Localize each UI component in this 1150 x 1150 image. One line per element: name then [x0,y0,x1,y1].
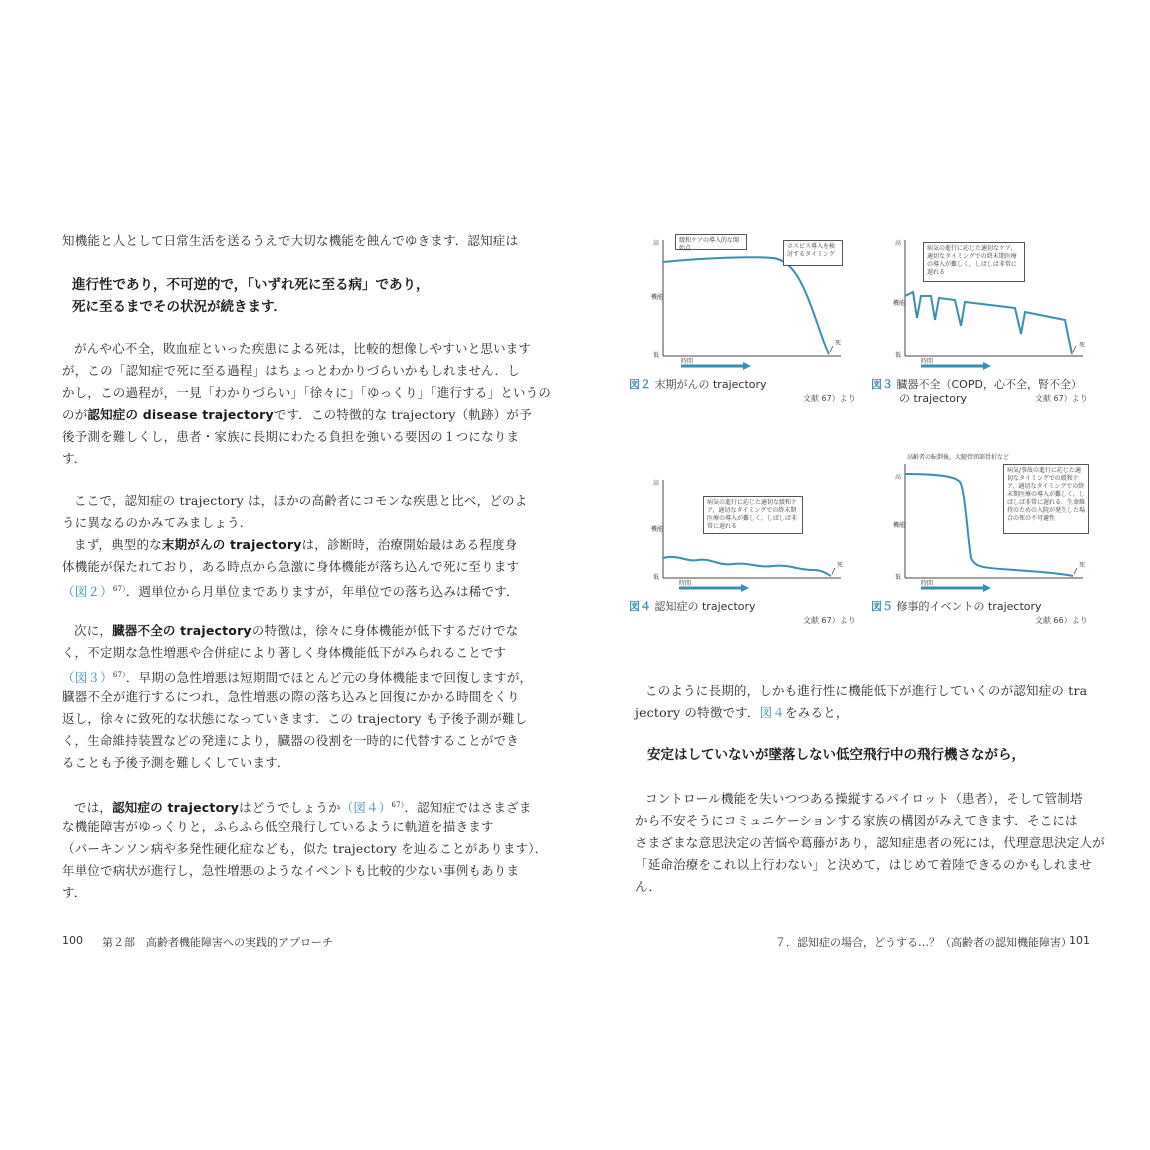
axis-low: 低 [895,352,902,359]
annotation-box: 緩和ケアの導入的な開始点 [675,234,747,250]
paragraph-line: 年単位で病状が進行し，急性増悪のようなイベントも比較的少ない事例もありま [62,863,520,878]
text: まず，典型的な [74,537,162,552]
axis-y-label: 機能 [651,526,664,533]
paragraph-line: な機能障害がゆっくりと，ふらふら低空飛行しているように軌道を描きます [62,819,494,834]
axis-x-label: 時間 [921,358,934,365]
paragraph-line: 臓器不全が進行するにつれ，急性増悪の際の落ち込みと回復にかかる時間をくり [62,689,520,704]
caption-text: 認知症の trajectory [654,600,756,613]
citation: 67） [112,671,126,679]
axis-high: 高 [653,480,660,487]
figure-caption [629,600,756,614]
paragraph-line: ることも予後予測を難しくしています． [62,755,290,770]
axis-high: 高 [895,240,902,247]
paragraph-line [74,534,518,556]
figure-2 [623,228,858,458]
figure-caption [629,378,767,392]
figure-ref-link[interactable]: 図４ [759,705,786,720]
running-header: ７．認知症の場合，どうする…？（高齢者の認知機能障害） [775,936,1072,949]
paragraph-line: す． [62,885,87,900]
paragraph-line: が，この「認知症で死に至る過程」はちょっとわかりづらいかもしれません．し [62,363,520,378]
paragraph-line: うに異なるのかみてみましょう． [62,515,253,530]
death-label: 死 [1079,342,1086,349]
paragraph-line: く，生命維持装置などの発達により，臓器の役割を一時的に代替することができ [62,733,519,748]
figure-ref-link[interactable]: （図２） [62,584,113,600]
text: ．早期の急性増悪は短期間でほとんど元の身体機能まで回復しますが， [125,670,533,686]
text: のが [62,407,88,422]
paragraph-line: このように長期的，しかも進行性に機能低下が進行していくのが認知症の tra [645,683,1088,698]
page-number: 100 [62,934,83,947]
death-label: 死 [837,562,844,569]
axis-high: 高 [895,474,902,481]
callout-line-2: 死に至るまでその状況が続きます． [72,299,287,315]
figure-top-label: 高齢者の転倒後，大腿骨頸部骨折など [907,454,1010,461]
paragraph-line [635,702,849,724]
figure-number: 図３ [871,378,893,391]
bold-term: 認知症の trajectory [112,800,240,816]
death-label: 死 [835,340,842,347]
axis-y-label: 機能 [651,294,664,301]
paragraph: 知機能と人として日常生活を送るうえで大切な機能を蝕んでゆきます．認知症は [62,233,519,248]
axis-low: 低 [653,352,660,359]
bold-term: 末期がんの trajectory [161,537,302,552]
caption-text: 臓器不全（COPD，心不全，腎不全） [896,378,1082,391]
paragraph-line [62,578,519,603]
paragraph-line: さまざまな意思決定の苦悩や葛藤があり，認知症患者の死には，代理意思決定人が [635,835,1105,850]
axis-y-label: 機能 [893,300,906,307]
figure-source: 文献 66）より [1035,616,1088,625]
death-label: 死 [1079,562,1086,569]
paragraph-line: 返し，徐々に致死的な状態になっていきます．この trajectory も予後予測が難し [62,711,528,726]
paragraph-line: がんや心不全，敗血症といった疾患による死は，比較的想像しやすいと思います [74,341,532,356]
figure-number: 図５ [871,600,893,613]
text: jectory の特徴です． [635,705,760,720]
paragraph-line: かし，この過程が，一見「わかりづらい」「徐々に」「ゆっくり」「進行する」というの [62,385,552,400]
axis-x-label: 時間 [679,580,692,587]
caption-text: 末期がんの trajectory [654,378,767,391]
figure-number: 図４ [629,600,651,613]
paragraph-line: 体機能が保たれており，ある時点から急激に身体機能が落ち込んで死に至ります [62,559,520,574]
citation: 67） [391,801,405,809]
annotation-box: ホスピス導入を検討するタイミング [783,240,843,266]
annotation-box: 病気/事故の進行に応じた適切なタイミングでの緩和ケア，適切なタイミングでの終末期医療の導入が難しく，しばしば非常に遅れる．生命維持のための入院が発生した場合の死の不可避性 [1003,464,1089,534]
figure-number: 図２ [629,378,651,391]
text: ．週単位から月単位までありますが，年単位での落ち込みは稀です． [125,584,519,600]
figure-source: 文献 67）より [803,394,856,403]
paragraph-line: から不安そうにコミュニケーションする家族の構図がみえてきます．そこには [635,813,1078,828]
figure-ref-link[interactable]: （図３） [62,670,113,686]
citation: 67） [112,585,126,593]
caption-text: の trajectory [899,392,968,405]
text: の特徴は，徐々に身体機能が低下するだけでな [251,623,519,638]
caption-text: 修事的イベントの trajectory [896,600,1042,613]
paragraph-line: （パーキンソン病や多発性硬化症なども，似た trajectory を辿ることがあります）． [62,841,548,856]
axis-y-label: 機能 [893,522,906,529]
axis-low: 低 [895,574,902,581]
text: は，診断時，治療開始最はある程度身 [301,537,518,552]
text: では， [74,800,113,816]
paragraph-line: ここで，認知症の trajectory は，ほかの高齢者にコモンな疾患と比べ，どのよ [74,493,528,508]
figure-caption [871,600,1042,614]
text: をみると， [785,705,849,720]
callout-line-1: 進行性であり，不可逆的で，「いずれ死に至る病」であり， [72,277,430,293]
text: ．認知症ではさまざま [404,800,532,816]
text: です．この特徴的な trajectory（軌跡）が予 [273,407,532,422]
axis-x-label: 時間 [921,580,934,587]
paragraph-line: く，不定期な急性増悪や合併症により著しく身体機能低下がみられることです [62,645,507,660]
annotation-box: 病気の進行に応じた適切な緩和ケア，適切なタイミングでの終末期医療の導入が難しく，しばしば非常に遅れる [703,496,803,534]
axis-low: 低 [653,574,660,581]
paragraph-line [74,620,519,642]
paragraph-line: コントロール機能を失いつつある操縦するパイロット（患者），そして管制塔 [645,791,1083,806]
figure-source: 文献 67）より [1035,394,1088,403]
callout-line: 安定はしていないが墜落しない低空飛行中の飛行機さながら， [647,747,1025,763]
axis-high: 高 [653,240,660,247]
figure-ref-link[interactable]: （図４） [340,800,392,816]
text: 次に， [74,623,113,638]
bold-term: 認知症の disease trajectory [87,407,274,422]
text: はどうでしょうか [239,800,341,816]
paragraph-line: す． [62,451,87,466]
paragraph-line: ん． [635,879,662,894]
figure-4 [623,450,858,680]
paragraph-line [62,404,532,426]
right-page [575,0,1150,1150]
bold-term: 臓器不全の trajectory [112,623,252,638]
figure-source: 文献 67）より [803,616,856,625]
annotation-box: 病気の進行に応じた適切なケア，適切なタイミングでの終末期医療の導入が難しく，しばしば非常に遅れる [923,242,1025,282]
page-number: 101 [1069,934,1090,947]
figure-5 [865,450,1100,680]
axis-x-label: 時間 [681,358,694,365]
figure-3 [865,228,1100,458]
running-header: 第２部 高齢者機能障害への実践的アプローチ [102,936,333,949]
paragraph-line: 「延命治療をこれ以上行わない」と決めて，はじめて着陸できるのかもしれませ [635,857,1092,872]
paragraph-line: 後予測を難しくし，患者・家族に長期にわたる負担を強いる要因の１つになりま [62,429,520,444]
